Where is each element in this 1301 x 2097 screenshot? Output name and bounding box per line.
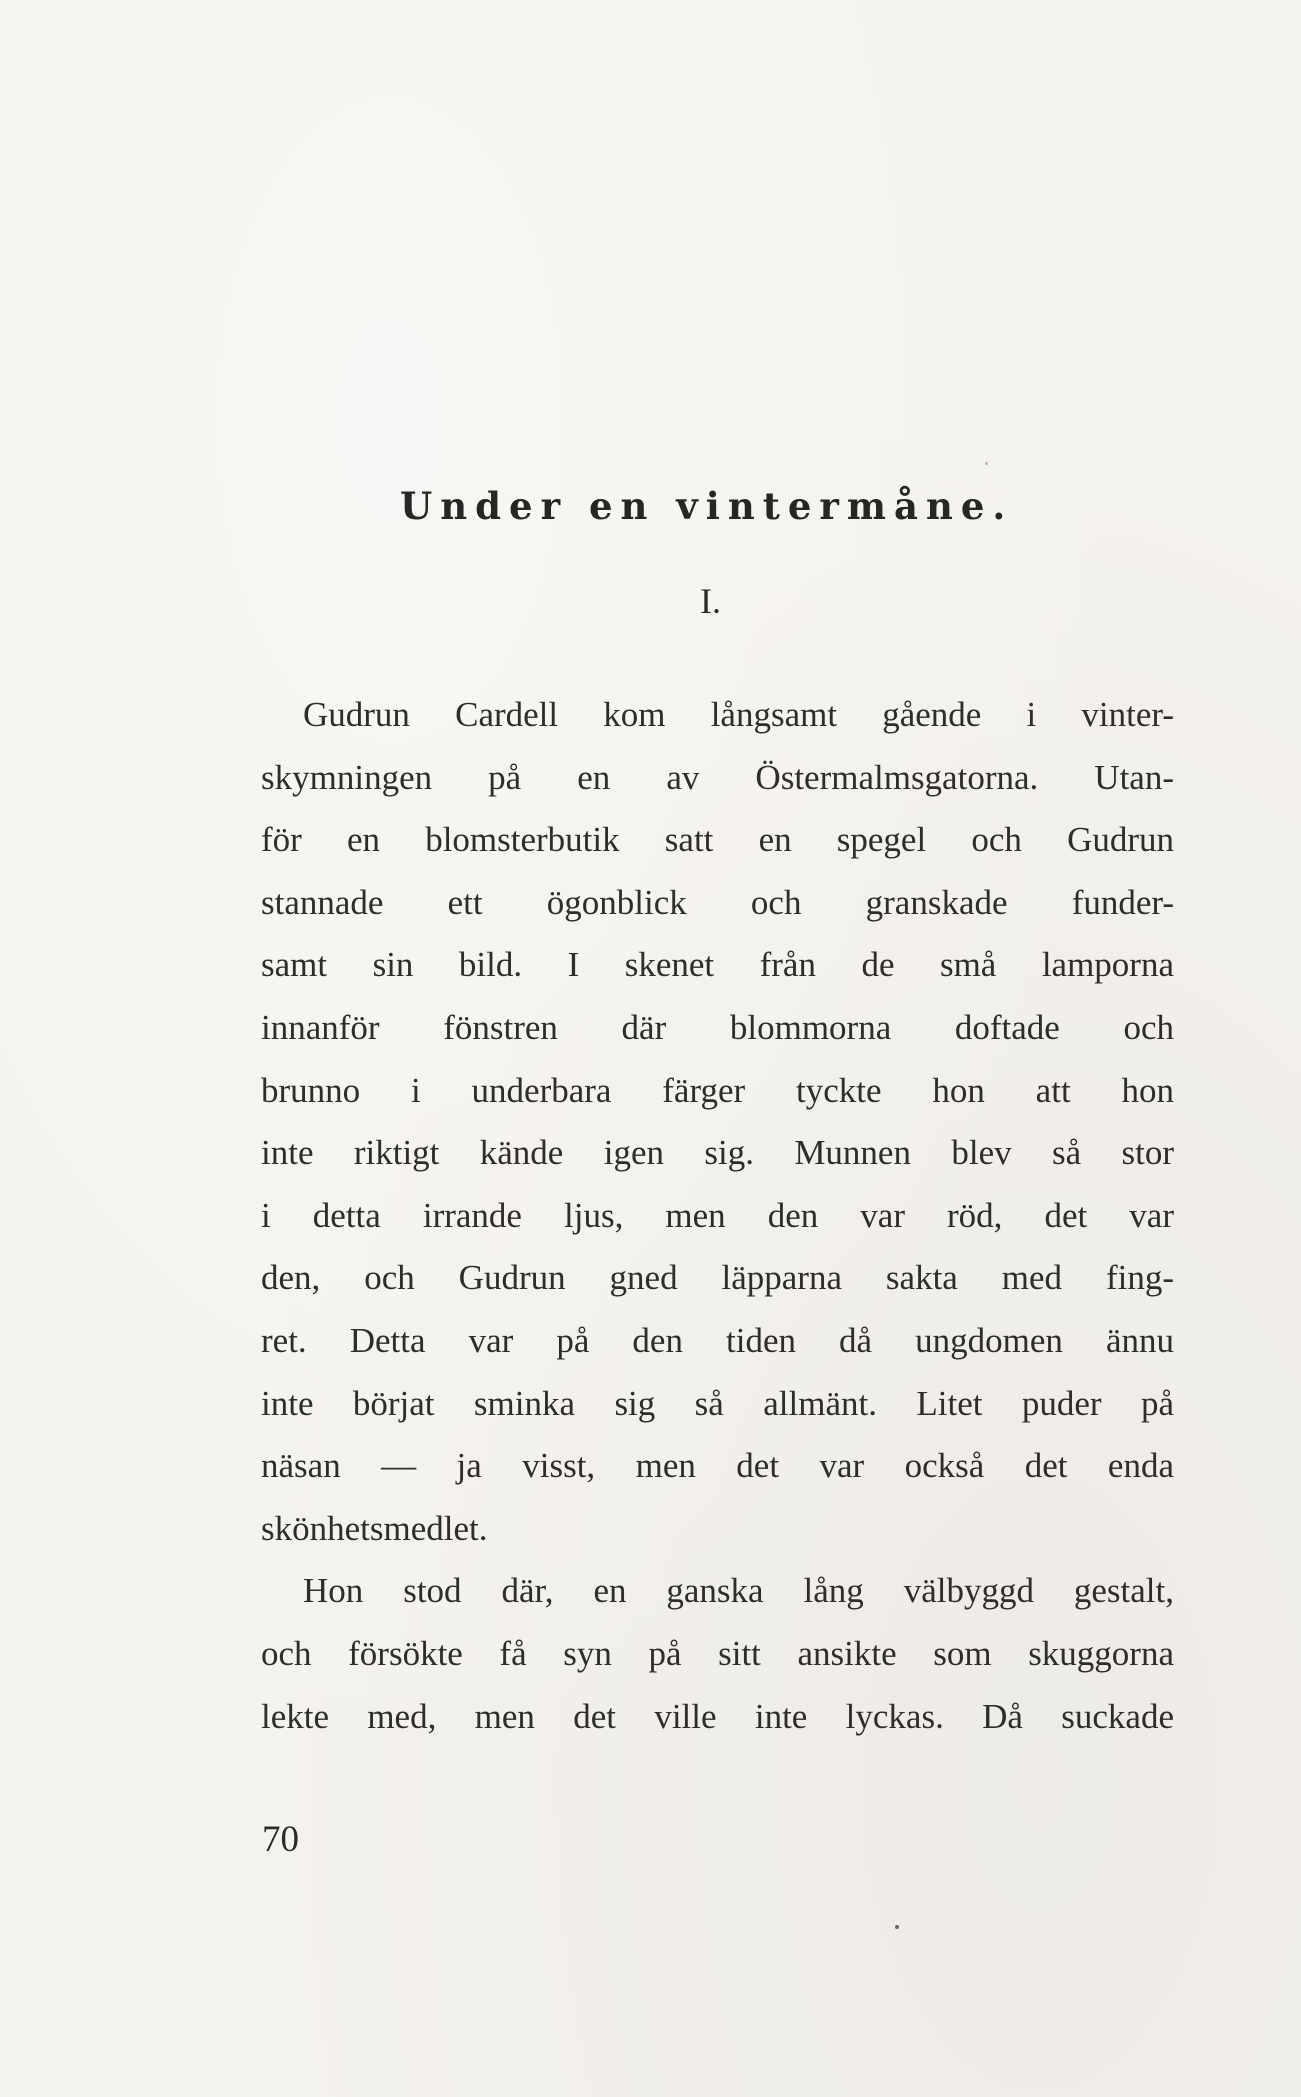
text-line: innanför fönstren där blommorna doftade och: [261, 1007, 1174, 1047]
paper-speck: [985, 462, 988, 465]
text-line: ret. Detta var på den tiden då ungdomen ännu: [261, 1320, 1174, 1360]
text-line: i detta irrande ljus, men den var röd, det var: [261, 1195, 1174, 1235]
text-line: stannade ett ögonblick och granskade funder-: [261, 882, 1174, 922]
text-line: brunno i underbara färger tyckte hon att hon: [261, 1070, 1174, 1110]
chapter-title: Under en vintermåne.: [400, 484, 1014, 528]
text-line: skönhetsmedlet.: [261, 1508, 488, 1548]
text-line: Hon stod där, en ganska lång välbyggd gestalt,: [303, 1571, 1174, 1611]
text-line: Gudrun Cardell kom långsamt gående i vinter-: [303, 695, 1174, 734]
body-text: [261, 684, 1174, 1748]
text-line: och försökte få syn på sitt ansikte som skuggorna: [261, 1633, 1174, 1673]
text-line: lekte med, men det ville inte lyckas. Då suckade: [261, 1696, 1174, 1736]
text-line: samt sin bild. I skenet från de små lamporna: [261, 945, 1174, 985]
page-number: 70: [262, 1819, 299, 1860]
text-line: den, och Gudrun gned läpparna sakta med fing-: [261, 1258, 1174, 1298]
paper-speck: [895, 1925, 899, 1929]
text-line: inte börjat sminka sig så allmänt. Litet puder på: [261, 1383, 1174, 1423]
text-line: näsan — ja visst, men det var också det enda: [261, 1446, 1174, 1486]
chapter-number: I.: [700, 581, 721, 621]
text-line: för en blomsterbutik satt en spegel och Gudrun: [261, 820, 1174, 860]
text-line: skymningen på en av Östermalmsgatorna. Utan-: [261, 757, 1174, 797]
text-line: inte riktigt kände igen sig. Munnen blev så stor: [261, 1133, 1174, 1173]
